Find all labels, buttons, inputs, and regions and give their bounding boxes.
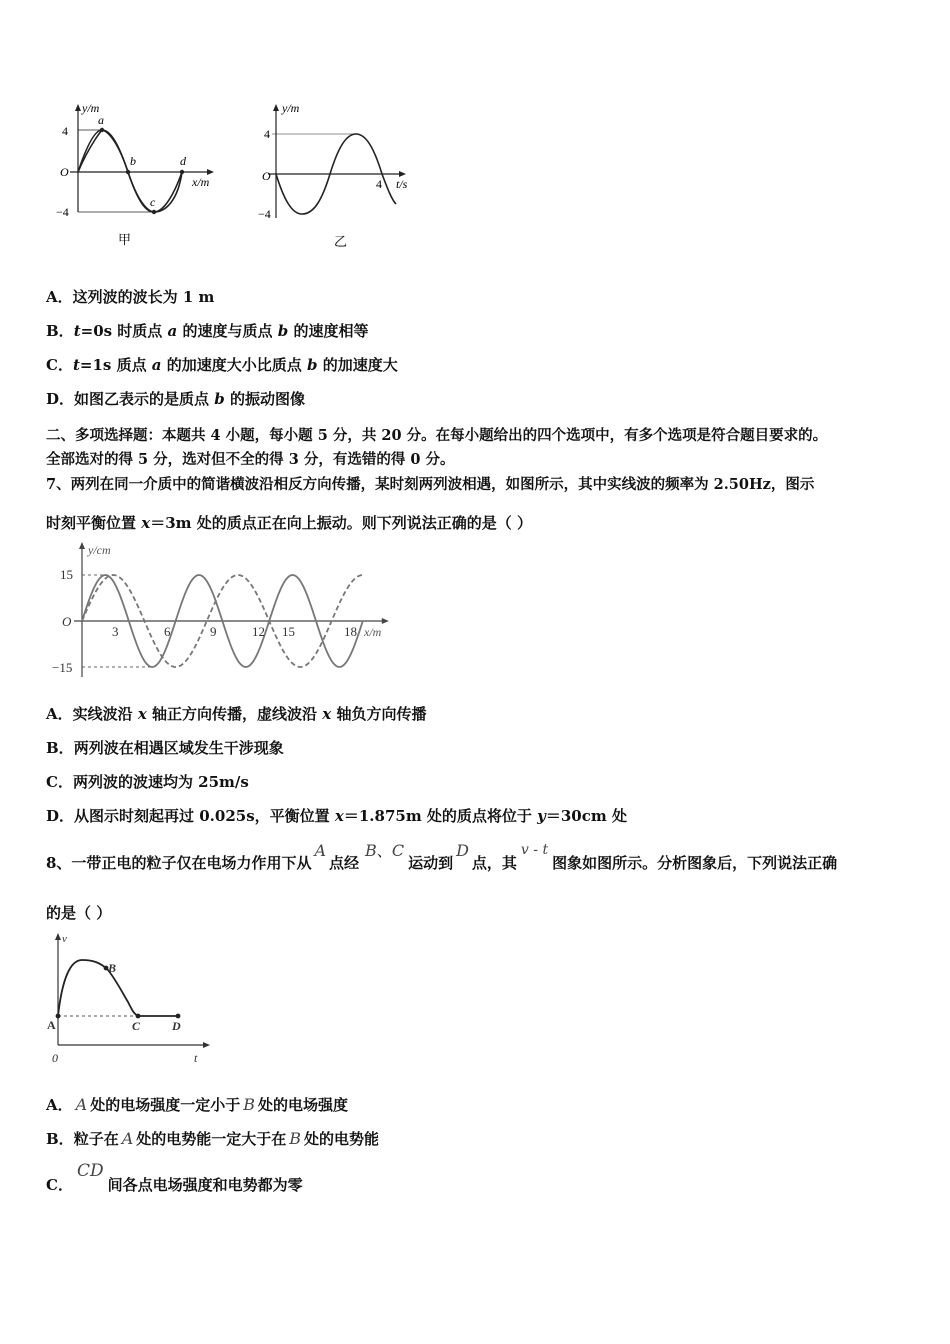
q7-x-arrow <box>382 618 389 624</box>
q7-xtick-12: 12 <box>252 624 265 639</box>
q7-xtick-6: 6 <box>164 624 171 639</box>
section2-line1: 二、多项选择题：本题共 4 小题，每小题 5 分，共 20 分。在每小题给出的四个选项中，有多个选项是符合题目要求的。 <box>46 427 828 444</box>
q7-xtick-3: 3 <box>112 624 119 639</box>
section2-line2: 全部选对的得 5 分，选对但不全的得 3 分，有选错的得 0 分。 <box>46 451 455 468</box>
q7-option-a[interactable]: A．实线波沿 x 轴正方向传播，虚线波沿 x 轴负方向传播 <box>46 705 427 723</box>
jia-origin: O <box>60 165 69 179</box>
q7-option-c[interactable]: C．两列波的波速均为 25m/s <box>46 773 249 791</box>
q7-option-b[interactable]: B．两列波在相遇区域发生干涉现象 <box>46 739 284 757</box>
q8-graph-xlabel: t <box>194 1051 198 1065</box>
jia-point-a: a <box>98 113 104 127</box>
q6-option-a[interactable]: A．这列波的波长为 1 m <box>46 288 215 306</box>
q7-stem-line2: 时刻平衡位置 x＝3m 处的质点正在向上振动。则下列说法正确的是（ ） <box>46 514 532 532</box>
yi-origin: O <box>262 169 271 183</box>
yi-xlabel: t/s <box>396 177 408 191</box>
yi-ylabel: y/m <box>282 101 300 115</box>
q8-graph-D: D <box>172 1019 181 1033</box>
q7-y-arrow <box>79 542 85 549</box>
q6-option-b[interactable]: B．t=0s 时质点 a 的速度与质点 b 的速度相等 <box>46 322 369 340</box>
q7-ytick-neg15: −15 <box>52 660 73 675</box>
figure-yi <box>252 100 432 250</box>
q7-ylabel: y/cm <box>88 543 111 557</box>
yi-tick-neg4: −4 <box>258 207 271 221</box>
jia-caption: 甲 <box>118 232 132 247</box>
q8-stem-line1: 8、一带正电的粒子仅在电场力作用下从A点经B、C运动到D点，其v - t图象如图所示。分析图象后，下列说法正确 <box>46 841 838 872</box>
q8-graph-A: A <box>47 1018 56 1032</box>
q8-option-c[interactable]: C．CD间各点电场强度和电势都为零 <box>46 1161 303 1194</box>
q8-vt-graph <box>46 930 216 1068</box>
yi-tick-4: 4 <box>264 127 270 141</box>
q8-graph-ylabel: v <box>62 933 67 945</box>
q7-origin: O <box>62 614 72 629</box>
q7-wave-chart <box>46 540 396 680</box>
q7-stem-line1: 7、两列在同一介质中的简谐横波沿相反方向传播，某时刻两列波相遇，如图所示，其中实线波的频率为 2.50Hz，图示 <box>46 476 815 493</box>
q7-xlabel: x/m <box>364 625 382 639</box>
q8-graph-B: B <box>108 961 117 975</box>
figure-jia <box>50 100 230 250</box>
q7-xtick-15: 15 <box>282 624 295 639</box>
q7-option-d[interactable]: D．从图示时刻起再过 0.025s，平衡位置 x＝1.875m 处的质点将位于 y＝30cm 处 <box>46 807 627 825</box>
jia-xlabel: x/m <box>192 175 210 189</box>
q8-graph-origin: 0 <box>52 1051 58 1065</box>
q7-xtick-9: 9 <box>210 624 217 639</box>
yi-tick-t4: 4 <box>376 177 382 191</box>
jia-point-d: d <box>180 154 186 168</box>
q7-ytick-15: 15 <box>60 567 73 582</box>
q8-graph-C: C <box>132 1019 141 1033</box>
jia-point-c: c <box>150 195 156 209</box>
yi-caption: 乙 <box>334 234 348 249</box>
jia-point-b: b <box>130 154 136 168</box>
q7-xtick-18: 18 <box>344 624 357 639</box>
jia-ylabel: y/m <box>82 101 100 115</box>
q6-option-c[interactable]: C．t=1s 质点 a 的加速度大小比质点 b 的加速度大 <box>46 356 398 374</box>
q6-option-d[interactable]: D．如图乙表示的是质点 b 的振动图像 <box>46 390 305 408</box>
jia-tick-4: 4 <box>62 124 68 138</box>
q8-option-a[interactable]: A． A 处的电场强度一定小于 B 处的电场强度 <box>46 1095 348 1114</box>
q8-option-b[interactable]: B．粒子在 A 处的电势能一定大于在 B 处的电势能 <box>46 1129 380 1148</box>
q8-stem-line2: 的是（ ） <box>46 904 112 922</box>
jia-tick-neg4: −4 <box>56 205 69 219</box>
